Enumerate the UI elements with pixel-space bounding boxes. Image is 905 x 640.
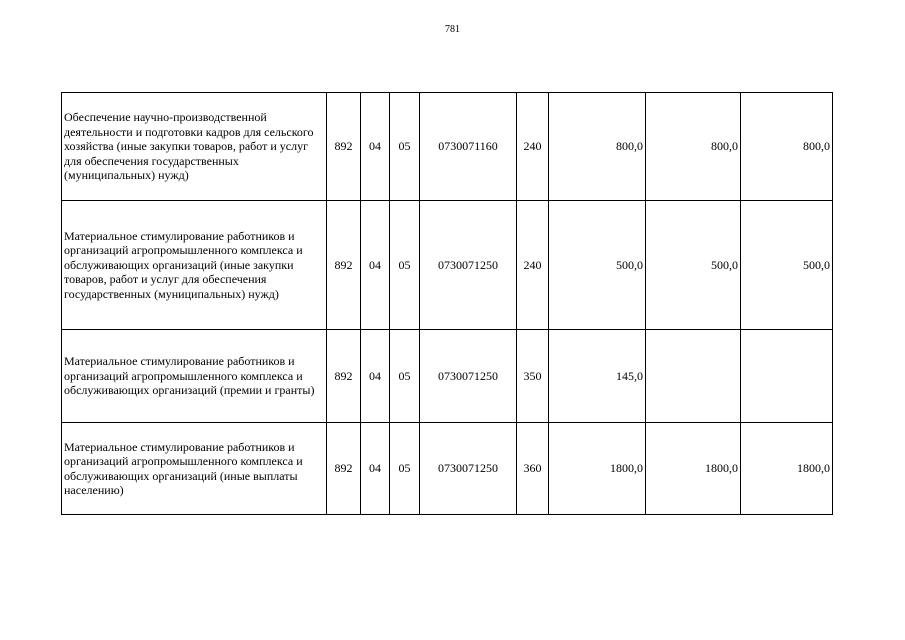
amount-3 bbox=[741, 330, 833, 423]
table-row bbox=[62, 330, 833, 423]
table-row bbox=[62, 201, 833, 330]
amount-1: 500,0 bbox=[549, 201, 646, 330]
expense-type-code: 360 bbox=[517, 423, 549, 515]
row-description: Материальное стимулирование работников и организаций агропромышленного комплекса и обслуживающих организаций (премии и гранты) bbox=[62, 330, 327, 423]
row-description: Материальное стимулирование работников и организаций агропромышленного комплекса и обслуживающих организаций (иные закупки товаров, работ и услуг для обеспечения государственных (муниципальных) нужд) bbox=[62, 201, 327, 330]
subsection-code: 05 bbox=[390, 93, 420, 201]
section-code: 04 bbox=[361, 201, 390, 330]
subsection-code: 05 bbox=[390, 201, 420, 330]
page-number: 781 bbox=[445, 24, 460, 35]
amount-2 bbox=[646, 330, 741, 423]
amount-3: 500,0 bbox=[741, 201, 833, 330]
budget-table bbox=[61, 92, 833, 515]
amount-2: 800,0 bbox=[646, 93, 741, 201]
section-code: 04 bbox=[361, 93, 390, 201]
amount-1: 800,0 bbox=[549, 93, 646, 201]
row-description: Материальное стимулирование работников и организаций агропромышленного комплекса и обслуживающих организаций (иные выплаты населению) bbox=[62, 423, 327, 515]
subsection-code: 05 bbox=[390, 423, 420, 515]
row-description: Обеспечение научно-производственной деятельности и подготовки кадров для сельского хозяйства (иные закупки товаров, работ и услуг для обеспечения государственных (муниципальных) нужд) bbox=[62, 93, 327, 201]
amount-1: 145,0 bbox=[549, 330, 646, 423]
ministry-code: 892 bbox=[327, 330, 361, 423]
table-row bbox=[62, 423, 833, 515]
target-article-code: 0730071250 bbox=[420, 330, 517, 423]
ministry-code: 892 bbox=[327, 423, 361, 515]
target-article-code: 0730071250 bbox=[420, 201, 517, 330]
expense-type-code: 240 bbox=[517, 201, 549, 330]
target-article-code: 0730071160 bbox=[420, 93, 517, 201]
section-code: 04 bbox=[361, 330, 390, 423]
ministry-code: 892 bbox=[327, 93, 361, 201]
ministry-code: 892 bbox=[327, 201, 361, 330]
amount-3: 800,0 bbox=[741, 93, 833, 201]
expense-type-code: 240 bbox=[517, 93, 549, 201]
amount-2: 1800,0 bbox=[646, 423, 741, 515]
table-row bbox=[62, 93, 833, 201]
amount-2: 500,0 bbox=[646, 201, 741, 330]
target-article-code: 0730071250 bbox=[420, 423, 517, 515]
section-code: 04 bbox=[361, 423, 390, 515]
subsection-code: 05 bbox=[390, 330, 420, 423]
amount-1: 1800,0 bbox=[549, 423, 646, 515]
expense-type-code: 350 bbox=[517, 330, 549, 423]
amount-3: 1800,0 bbox=[741, 423, 833, 515]
